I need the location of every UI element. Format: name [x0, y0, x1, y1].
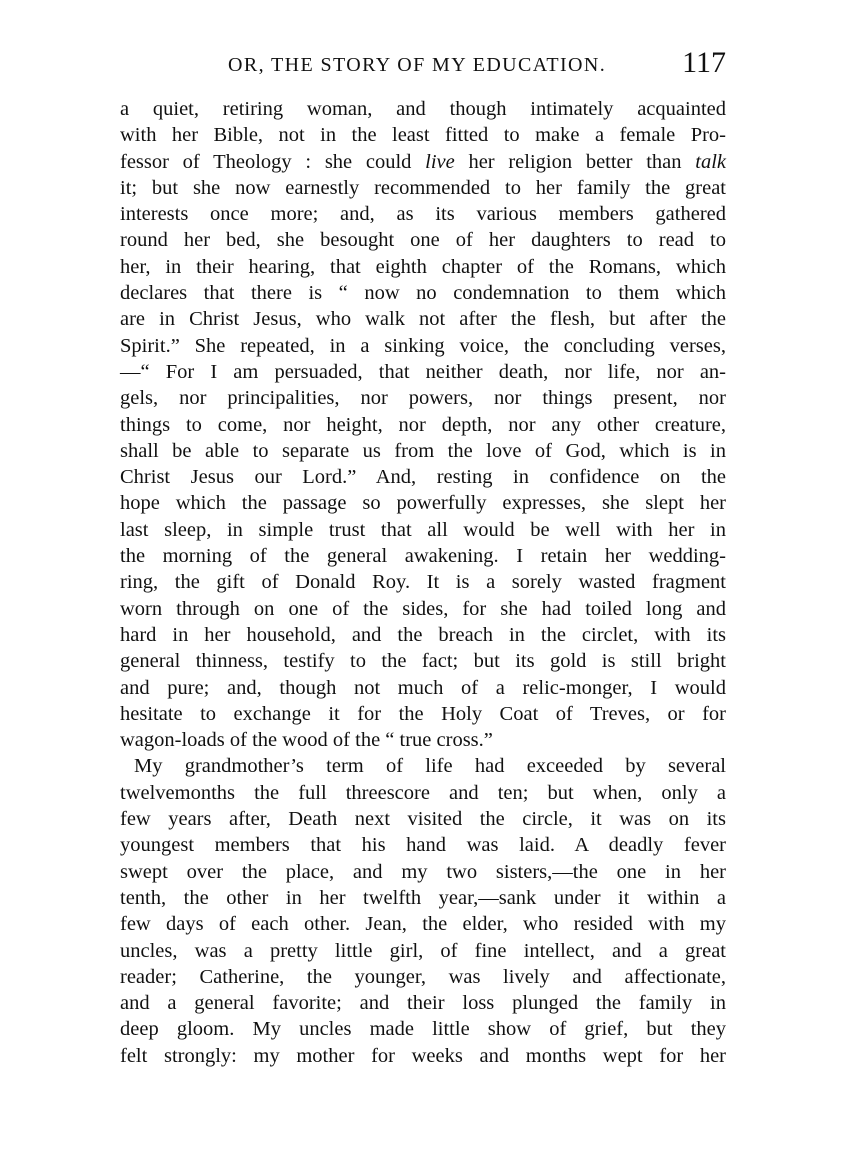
text-line: ring, the gift of Donald Roy. It is a sorely wasted fragment [120, 571, 726, 594]
text-line: round her bed, she besought one of her daughters to read to [120, 229, 726, 252]
text-line: are in Christ Jesus, who walk not after the flesh, but after the [120, 308, 726, 331]
text-line [120, 149, 726, 175]
text-line: things to come, nor height, nor depth, nor any other creature, [120, 413, 726, 436]
text-line: few years after, Death next visited the circle, it was on its [120, 808, 726, 831]
text-line: hard in her household, and the breach in the circlet, with its [120, 623, 726, 646]
text-line: worn through on one of the sides, for she had toiled long and [120, 597, 726, 620]
text-line: a quiet, retiring woman, and though intimately acquainted [120, 98, 726, 120]
body-text [120, 96, 726, 1069]
text-line: —“ For I am persuaded, that neither death, nor life, nor an- [120, 360, 726, 383]
italic-word: talk [695, 150, 726, 173]
page-number: 117 [682, 46, 726, 79]
text-line: last sleep, in simple trust that all would be well with her in [120, 518, 726, 541]
text-line: swept over the place, and my two sisters,—the one in her [120, 860, 726, 883]
italic-word: live [425, 150, 455, 173]
text-line: felt strongly: my mother for weeks and months wept for her [120, 1044, 726, 1067]
text-line: with her Bible, not in the least fitted to make a female Pro- [120, 124, 726, 147]
text-line: shall be able to separate us from the love of God, which is in [120, 439, 726, 462]
text-line: Christ Jesus our Lord.” And, resting in confidence on the [120, 466, 726, 489]
text-line: declares that there is “ now no condemnation to them which [120, 282, 726, 305]
text-line: hesitate to exchange it for the Holy Coat of Treves, or for [120, 702, 726, 725]
text-line: her, in their hearing, that eighth chapter of the Romans, which [120, 255, 726, 278]
text-line: hope which the passage so powerfully expresses, she slept her [120, 492, 726, 515]
text-line: uncles, was a pretty little girl, of fine intellect, and a great [120, 939, 726, 962]
text-line: interests once more; and, as its various members gathered [120, 203, 726, 226]
text-line: tenth, the other in her twelfth year,—sank under it within a [120, 886, 726, 909]
text-line: general thinness, testify to the fact; but its gold is still bright [120, 650, 726, 673]
text-segment: her religion better than [454, 150, 696, 173]
text-line: Spirit.” She repeated, in a sinking voice, the concluding verses, [120, 334, 726, 357]
page-header [120, 46, 726, 86]
paragraph-first-line: My grandmother’s term of life had exceeded by several [134, 755, 726, 778]
text-line: gels, nor principalities, nor powers, nor things present, nor [120, 387, 726, 410]
text-line: and a general favorite; and their loss plunged the family in [120, 992, 726, 1015]
text-line: it; but she now earnestly recommended to her family the great [120, 176, 726, 199]
text-line: few days of each other. Jean, the elder, who resided with my [120, 913, 726, 936]
text-line: reader; Catherine, the younger, was lively and affectionate, [120, 965, 726, 988]
text-line: twelvemonths the full threescore and ten; but when, only a [120, 781, 726, 804]
text-line: and pure; and, though not much of a relic-monger, I would [120, 676, 726, 699]
text-segment: fessor of Theology : she could [120, 150, 426, 173]
running-title: OR, THE STORY OF MY EDUCATION. [228, 54, 607, 76]
text-line: the morning of the general awakening. I retain her wedding- [120, 545, 726, 568]
text-line: youngest members that his hand was laid. A deadly fever [120, 834, 726, 857]
text-line: deep gloom. My uncles made little show of grief, but they [120, 1018, 726, 1041]
text-line: wagon-loads of the wood of the “ true cross.” [120, 729, 493, 752]
